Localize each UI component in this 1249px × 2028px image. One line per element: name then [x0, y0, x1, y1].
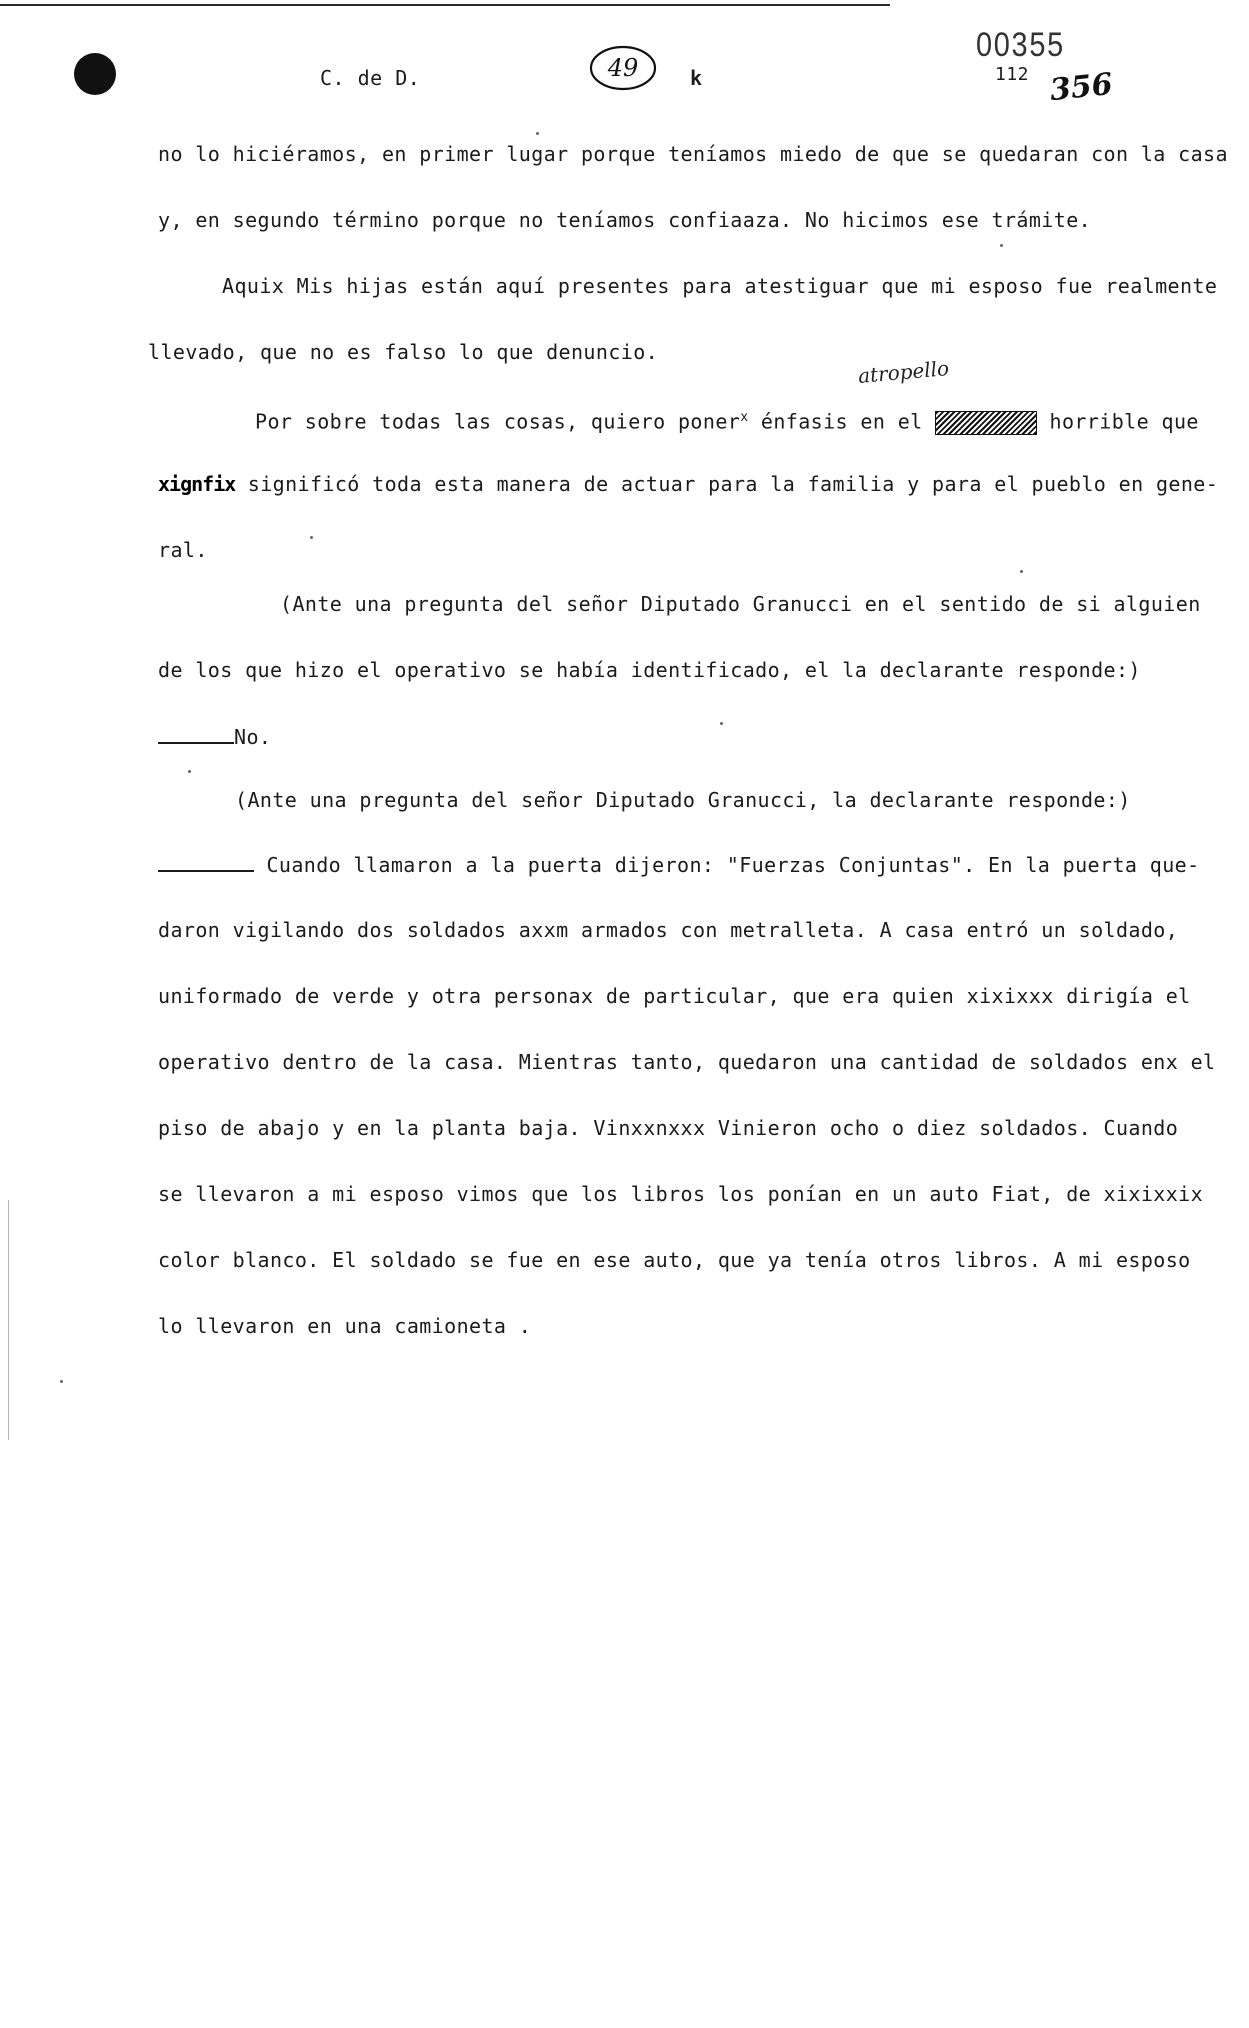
text-segment: Por sobre todas las cosas, quiero poner — [255, 409, 741, 434]
text-line: daron vigilando dos soldados axxm armados con metralleta. A casa entró un soldado, — [158, 918, 1179, 942]
text-line: operativo dentro de la casa. Mientras tanto, quedaron una cantidad de soldados enx el — [158, 1050, 1216, 1074]
stamp-number: 00355 — [976, 26, 1065, 64]
text-line: llevado, que no es falso lo que denuncio. — [148, 340, 659, 364]
scan-speck — [1020, 570, 1023, 573]
text-line: piso de abajo y en la planta baja. Vinxxnxxx Vinieron ocho o diez soldados. Cuando — [158, 1116, 1179, 1140]
scan-speck — [310, 536, 313, 539]
answer-line — [158, 724, 271, 749]
text-line: (Ante una pregunta del señor Diputado Granucci en el sentido de si alguien — [280, 592, 1201, 616]
text-line-paragraph: Por sobre todas las cosas, quiero poner$^x$ énfasis en el horrible que — [255, 409, 1199, 434]
text-line: de los que hizo el operativo se había identificado, el la declarante responde:) — [158, 658, 1141, 682]
text-line: color blanco. El soldado se fue en ese auto, que ya tenía otros libros. A mi esposo — [158, 1248, 1191, 1272]
text-segment: No. — [234, 725, 272, 749]
text-line: lo llevaron en una camioneta . — [158, 1314, 532, 1338]
handwritten-number: 356 — [1048, 66, 1115, 109]
crossed-out-word — [935, 411, 1037, 435]
scan-speck — [536, 132, 539, 135]
text-line: se llevaron a mi esposo vimos que los libros los ponían en un auto Fiat, de xixixxix — [158, 1182, 1204, 1206]
text-line — [158, 472, 1218, 496]
scan-speck — [720, 722, 723, 725]
scan-speck — [1000, 244, 1003, 247]
text-segment: énfasis en el — [760, 409, 923, 434]
punch-hole — [74, 53, 116, 95]
text-line: ral. — [158, 538, 208, 562]
handwritten-insertion: atropello — [857, 356, 950, 388]
answer-line — [158, 852, 1200, 877]
doc-reference: C. de D. — [320, 66, 421, 90]
text-segment: esta manera de actuar para la familia y para el pueblo en gene- — [434, 472, 1219, 496]
top-rule — [0, 4, 890, 6]
text-line: uniformado de verde y otra personax de particular, que era quien xixixxx dirigía el — [158, 984, 1191, 1008]
struck-word: xignfix — [158, 472, 236, 496]
text-line: y, en segundo término porque no teníamos confiaaza. No hicimos ese trámite. — [158, 208, 1092, 232]
text-segment: significó toda — [247, 472, 422, 496]
text-segment: horrible que — [1049, 409, 1199, 434]
answer-blank — [158, 852, 254, 872]
circled-folio-number: 49 — [607, 54, 639, 82]
k-mark: k — [690, 66, 703, 90]
left-margin-rule — [8, 1200, 9, 1440]
scan-speck — [60, 1380, 63, 1383]
text-segment: Cuando llamaron a la puerta dijeron: "Fuerzas Conjuntas". En la puerta que- — [266, 853, 1200, 877]
text-line: Aquix Mis hijas están aquí presentes para atestiguar que mi esposo fue realmente — [222, 274, 1218, 298]
answer-blank — [158, 724, 234, 744]
scan-speck — [188, 770, 191, 773]
text-line: (Ante una pregunta del señor Diputado Granucci, la declarante responde:) — [235, 788, 1131, 812]
text-line: no lo hiciéramos, en primer lugar porque teníamos miedo de que se quedaran con la casa — [158, 142, 1228, 166]
circled-folio-mark — [588, 44, 658, 92]
page-number: 112 — [995, 64, 1030, 85]
